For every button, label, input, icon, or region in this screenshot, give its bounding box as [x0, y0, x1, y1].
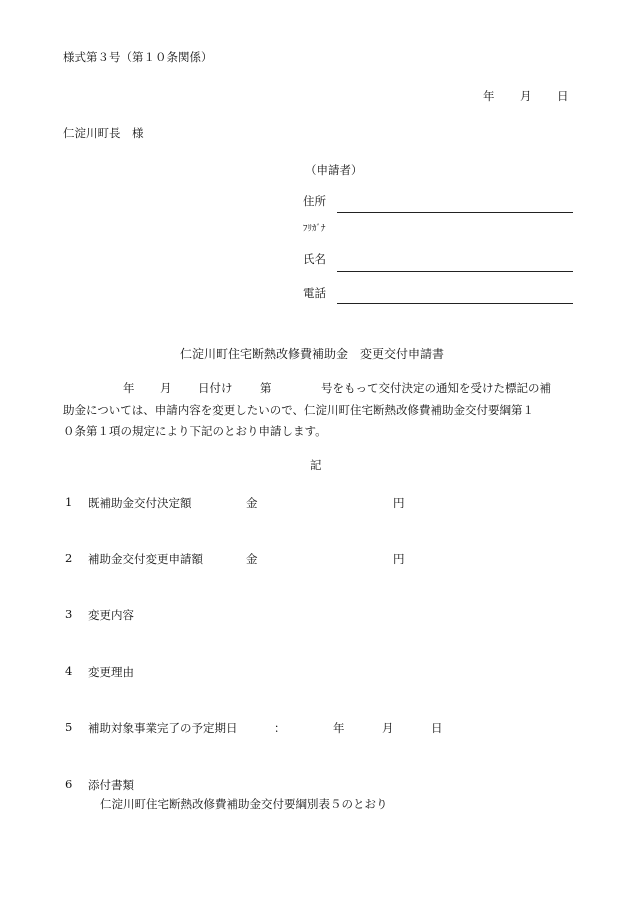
address-field-line[interactable] — [337, 212, 573, 213]
item-label: 補助金交付変更申請額 — [88, 552, 203, 566]
name-field-line[interactable] — [337, 271, 573, 272]
item-kin: 金 — [246, 496, 258, 510]
date-month: 月 — [520, 89, 532, 103]
item-label: 添付書類 — [88, 778, 134, 792]
item-label: 変更理由 — [88, 665, 134, 679]
body-line2: 助金については、申請内容を変更したいので、仁淀川町住宅断熱改修費補助金交付要綱第１ — [63, 403, 535, 417]
item-number: 4 — [65, 664, 73, 678]
phone-label: 電話 — [303, 286, 326, 300]
form-number: 様式第３号（第１０条関係） — [63, 50, 213, 64]
item-colon: ： — [274, 721, 286, 735]
item-detail: 仁淀川町住宅断熱改修費補助金交付要綱別表５のとおり — [100, 797, 388, 811]
addressee: 仁淀川町長 様 — [63, 126, 144, 140]
phone-field-line[interactable] — [337, 303, 573, 304]
item-label: 既補助金交付決定額 — [88, 496, 192, 510]
item-number: 1 — [65, 495, 73, 509]
furigana-label: ﾌﾘｶﾞﾅ — [303, 224, 326, 234]
name-label: 氏名 — [303, 252, 326, 266]
item-number: 5 — [65, 720, 73, 734]
body-dai: 第 — [260, 381, 272, 395]
item-label: 補助対象事業完了の予定期日 — [88, 721, 238, 735]
body-month: 月 — [160, 381, 172, 395]
document-title: 仁淀川町住宅断熱改修費補助金 変更交付申請書 — [180, 347, 445, 361]
ki-heading: 記 — [310, 458, 322, 472]
date-year: 年 — [483, 89, 495, 103]
body-day-suffix: 日付け — [198, 381, 233, 395]
item-number: 6 — [65, 777, 73, 791]
item-kin: 金 — [246, 552, 258, 566]
body-year: 年 — [123, 381, 135, 395]
item-year: 年 — [333, 721, 345, 735]
address-label: 住所 — [303, 194, 326, 208]
item-label: 変更内容 — [88, 608, 134, 622]
date-day: 日 — [557, 89, 569, 103]
applicant-heading: （申請者） — [305, 163, 363, 177]
item-month: 月 — [382, 721, 394, 735]
body-line1-rest: 号をもって交付決定の通知を受けた標記の補 — [321, 381, 551, 395]
body-line3: ０条第１項の規定により下記のとおり申請します。 — [63, 424, 327, 438]
item-number: 3 — [65, 607, 73, 621]
item-en: 円 — [393, 552, 405, 566]
item-day: 日 — [431, 721, 443, 735]
item-en: 円 — [393, 496, 405, 510]
item-number: 2 — [65, 551, 73, 565]
